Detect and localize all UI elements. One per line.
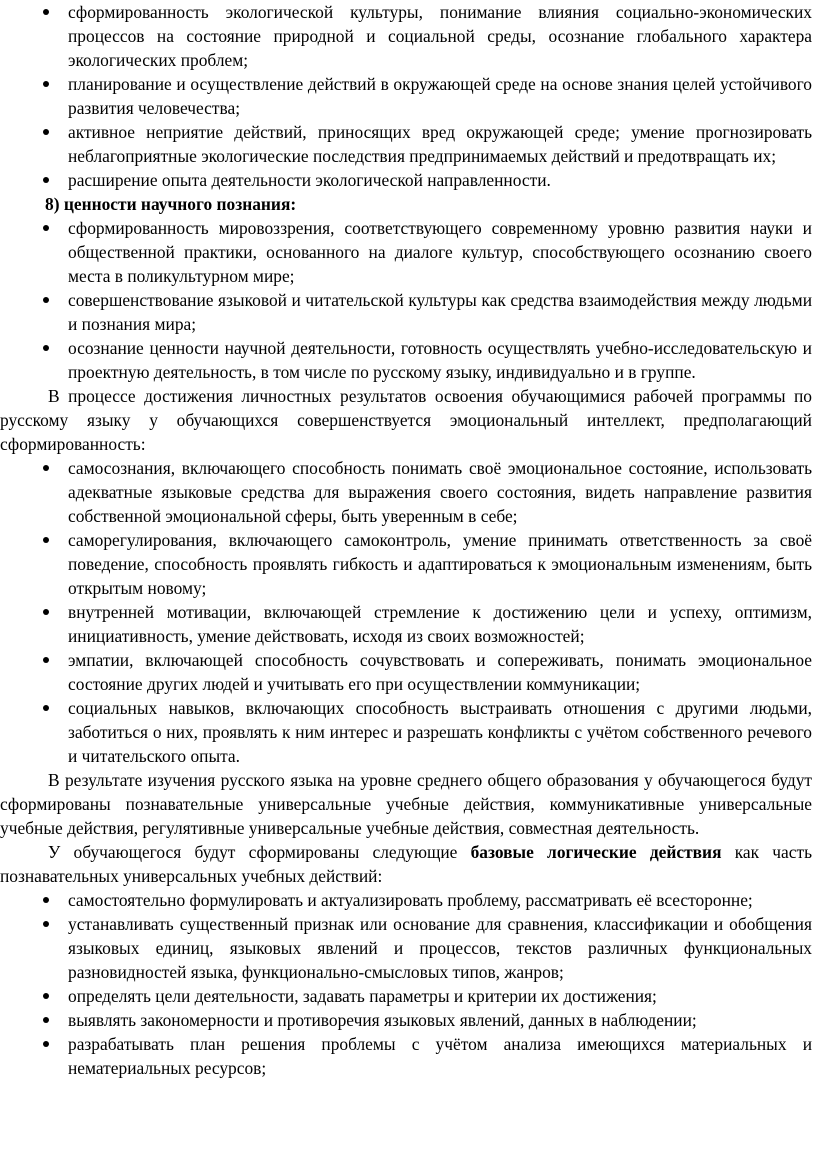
bold-term: базовые логические действия [470, 842, 722, 862]
list-item: выявлять закономерности и противоречия языковых явлений, данных в наблюдении; [0, 1008, 812, 1032]
list-item: активное неприятие действий, приносящих вред окружающей среде; умение прогнозировать неблагоприятные экологические последствия предпринимаемых действий и предотвращать их; [0, 120, 812, 168]
bullet-icon [43, 993, 49, 999]
bullet-icon [43, 921, 49, 927]
bullet-icon [43, 345, 49, 351]
list-item: самостоятельно формулировать и актуализировать проблему, рассматривать её всесторонне; [0, 888, 812, 912]
list-item: сформированность мировоззрения, соответствующего современному уровню развития науки и общественной практики, основанного на диалоге культур, способствующего осознанию своего места в поликультурном мире; [0, 216, 812, 288]
paragraph: У обучающегося будут сформированы следующие базовые логические действия как часть познавательных универсальных учебных действий: [0, 842, 812, 886]
bullet-icon [43, 465, 49, 471]
section-heading: 8) ценности научного познания: [45, 194, 297, 214]
paragraph: В процессе достижения личностных результатов освоения обучающимися рабочей программы по русскому языку у обучающихся совершенствуется эмоциональный интеллект, предполагающий сформированность: [0, 386, 812, 454]
list-item: внутренней мотивации, включающей стремление к достижению цели и успеху, оптимизм, инициативность, умение действовать, исходя из своих возможностей; [0, 600, 812, 648]
bullet-icon [43, 297, 49, 303]
list-item: осознание ценности научной деятельности, готовность осуществлять учебно-исследовательскую и проектную деятельность, в том числе по русскому языку, индивидуально и в группе. [0, 336, 812, 384]
bullet-icon [43, 177, 49, 183]
emotional-intellect-list [0, 456, 812, 768]
list-item: саморегулирования, включающего самоконтроль, умение принимать ответственность за своё поведение, способность проявлять гибкость и адаптироваться к эмоциональным изменениям, быть открытым новому; [0, 528, 812, 600]
bullet-icon [43, 897, 49, 903]
list-item: устанавливать существенный признак или основание для сравнения, классификации и обобщения языковых единиц, языковых явлений и процессов, текстов различных функциональных разновидностей языка, функционально-смысловых типов, жанров; [0, 912, 812, 984]
bullet-icon [43, 537, 49, 543]
bullet-icon [43, 9, 49, 15]
list-item: расширение опыта деятельности экологической направленности. [0, 168, 812, 192]
list-item: совершенствование языковой и читательской культуры как средства взаимодействия между людьми и познания мира; [0, 288, 812, 336]
logical-actions-list [0, 888, 812, 1080]
list-item: разрабатывать план решения проблемы с учётом анализа имеющихся материальных и нематериальных ресурсов; [0, 1032, 812, 1080]
paragraph: В результате изучения русского языка на уровне среднего общего образования у обучающегося будут сформированы познавательные универсальные учебные действия, коммуникативные универсальные учебные действия, регулятивные универсальные учебные действия, совместная деятельность. [0, 770, 812, 838]
eco-culture-list [0, 0, 812, 192]
bullet-icon [43, 81, 49, 87]
bullet-icon [43, 129, 49, 135]
list-item: самосознания, включающего способность понимать своё эмоциональное состояние, использовать адекватные языковые средства для выражения своего состояния, видеть направление развития собственной эмоциональной сферы, быть уверенным в себе; [0, 456, 812, 528]
bullet-icon [43, 1041, 49, 1047]
list-item: социальных навыков, включающих способность выстраивать отношения с другими людьми, заботиться о них, проявлять к ним интерес и разрешать конфликты с учётом собственного речевого и читательского опыта. [0, 696, 812, 768]
list-item: планирование и осуществление действий в окружающей среде на основе знания целей устойчивого развития человечества; [0, 72, 812, 120]
list-item: определять цели деятельности, задавать параметры и критерии их достижения; [0, 984, 812, 1008]
bullet-icon [43, 1017, 49, 1023]
bullet-icon [43, 609, 49, 615]
bullet-icon [43, 705, 49, 711]
bullet-icon [43, 225, 49, 231]
list-item: сформированность экологической культуры, понимание влияния социально-экономических процессов на состояние природной и социальной среды, осознание глобального характера экологических проблем; [0, 0, 812, 72]
bullet-icon [43, 657, 49, 663]
list-item: эмпатии, включающей способность сочувствовать и сопереживать, понимать эмоциональное состояние других людей и учитывать его при осуществлении коммуникации; [0, 648, 812, 696]
science-values-list [0, 216, 812, 384]
